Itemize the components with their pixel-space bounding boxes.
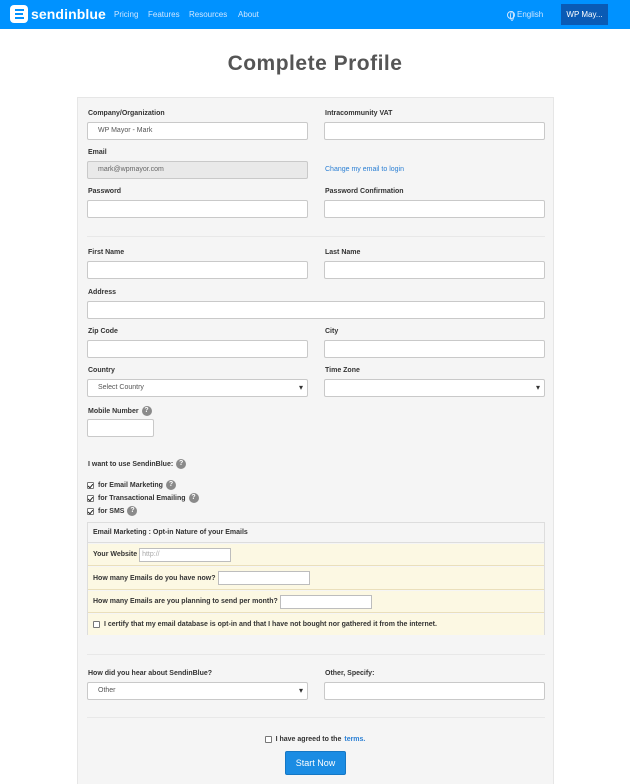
hear-about-label: How did you hear about SendinBlue?	[88, 670, 213, 677]
top-nav	[0, 0, 630, 29]
usage-option-label: for Email Marketing	[98, 481, 163, 489]
password-confirm-label: Password Confirmation	[325, 188, 404, 195]
start-now-button[interactable]: Start Now	[285, 751, 346, 775]
usage-question: I want to use SendinBlue:	[88, 460, 174, 468]
section-divider	[87, 236, 545, 237]
help-icon[interactable]: ?	[176, 459, 186, 469]
country-label: Country	[88, 367, 115, 374]
user-menu-button[interactable]: WP May...	[561, 4, 608, 25]
brand-logo[interactable]	[10, 5, 106, 23]
optin-row-certify[interactable]	[88, 614, 544, 635]
emails-month-input[interactable]	[280, 595, 372, 609]
language-label: English	[517, 10, 544, 19]
city-input[interactable]	[324, 340, 545, 358]
terms-label: I have agreed to the	[275, 736, 342, 743]
vat-label: Intracommunity VAT	[325, 110, 393, 117]
help-icon[interactable]: ?	[189, 493, 199, 503]
optin-row-website	[88, 544, 544, 566]
checkbox-checked-icon[interactable]	[87, 482, 94, 489]
first-name-label: First Name	[88, 249, 125, 256]
last-name-input[interactable]	[324, 261, 545, 279]
nav-link-features[interactable]: Features	[148, 10, 180, 19]
usage-option-label: for Transactional Emailing	[98, 494, 186, 502]
hear-about-select[interactable]: Other ▾	[87, 682, 308, 700]
email-input: mark@wpmayor.com	[87, 161, 308, 179]
mobile-label-row	[88, 406, 152, 416]
optin-row-emails-month	[88, 591, 544, 613]
city-label: City	[325, 328, 339, 335]
certify-label: I certify that my email database is opt-in and that I have not bought nor gathered it from the internet.	[104, 621, 437, 628]
country-select[interactable]: Select Country ▾	[87, 379, 308, 397]
zip-label: Zip Code	[88, 328, 118, 335]
nav-link-about[interactable]: About	[238, 10, 259, 19]
first-name-input[interactable]	[87, 261, 308, 279]
password-input[interactable]	[87, 200, 308, 218]
zip-input[interactable]	[87, 340, 308, 358]
section-divider	[87, 654, 545, 655]
checkbox-unchecked-icon[interactable]	[93, 621, 100, 628]
help-icon[interactable]: ?	[166, 480, 176, 490]
language-selector[interactable]	[507, 10, 543, 19]
mobile-label: Mobile Number	[88, 407, 139, 415]
emails-now-input[interactable]	[218, 571, 310, 585]
usage-option-label: for SMS	[98, 507, 125, 515]
checkbox-unchecked-icon[interactable]	[265, 736, 272, 743]
company-label: Company/Organization	[88, 110, 165, 117]
globe-icon	[507, 11, 515, 19]
brand-name: sendinblue	[31, 6, 106, 22]
help-icon[interactable]: ?	[127, 506, 137, 516]
optin-table	[87, 522, 545, 635]
password-confirm-input[interactable]	[324, 200, 545, 218]
page-title: Complete Profile	[227, 52, 403, 75]
password-label: Password	[88, 188, 122, 195]
checkbox-checked-icon[interactable]	[87, 495, 94, 502]
website-input[interactable]: http://	[139, 548, 231, 562]
other-specify-label: Other, Specify:	[325, 670, 375, 677]
last-name-label: Last Name	[325, 249, 361, 256]
address-input[interactable]	[87, 301, 545, 319]
emails-now-label: How many Emails do you have now?	[93, 574, 216, 582]
usage-question-row	[88, 459, 186, 469]
timezone-label: Time Zone	[325, 367, 360, 374]
checkbox-checked-icon[interactable]	[87, 508, 94, 515]
sendinblue-logo-icon	[10, 5, 28, 23]
other-specify-input[interactable]	[324, 682, 545, 700]
terms-link[interactable]: terms.	[344, 736, 366, 743]
optin-header: Email Marketing : Opt-in Nature of your Emails	[88, 523, 544, 543]
address-label: Address	[88, 289, 117, 296]
optin-row-emails-now	[88, 567, 544, 590]
change-email-link[interactable]: Change my email to login	[325, 166, 404, 173]
mobile-input[interactable]	[87, 419, 154, 437]
website-label: Your Website	[93, 551, 138, 558]
help-icon[interactable]: ?	[142, 406, 152, 416]
usage-option-transactional[interactable]	[87, 493, 199, 503]
usage-option-email-marketing[interactable]	[87, 480, 176, 490]
timezone-select[interactable]	[324, 379, 545, 397]
nav-link-resources[interactable]: Resources	[189, 10, 228, 19]
usage-option-sms[interactable]	[87, 506, 137, 516]
company-input[interactable]: WP Mayor - Mark	[87, 122, 308, 140]
emails-month-label: How many Emails are you planning to send per month?	[93, 598, 278, 605]
nav-link-pricing[interactable]: Pricing	[114, 10, 139, 19]
section-divider	[87, 717, 545, 718]
email-label: Email	[88, 149, 107, 156]
vat-input[interactable]	[324, 122, 545, 140]
terms-row	[0, 736, 630, 743]
